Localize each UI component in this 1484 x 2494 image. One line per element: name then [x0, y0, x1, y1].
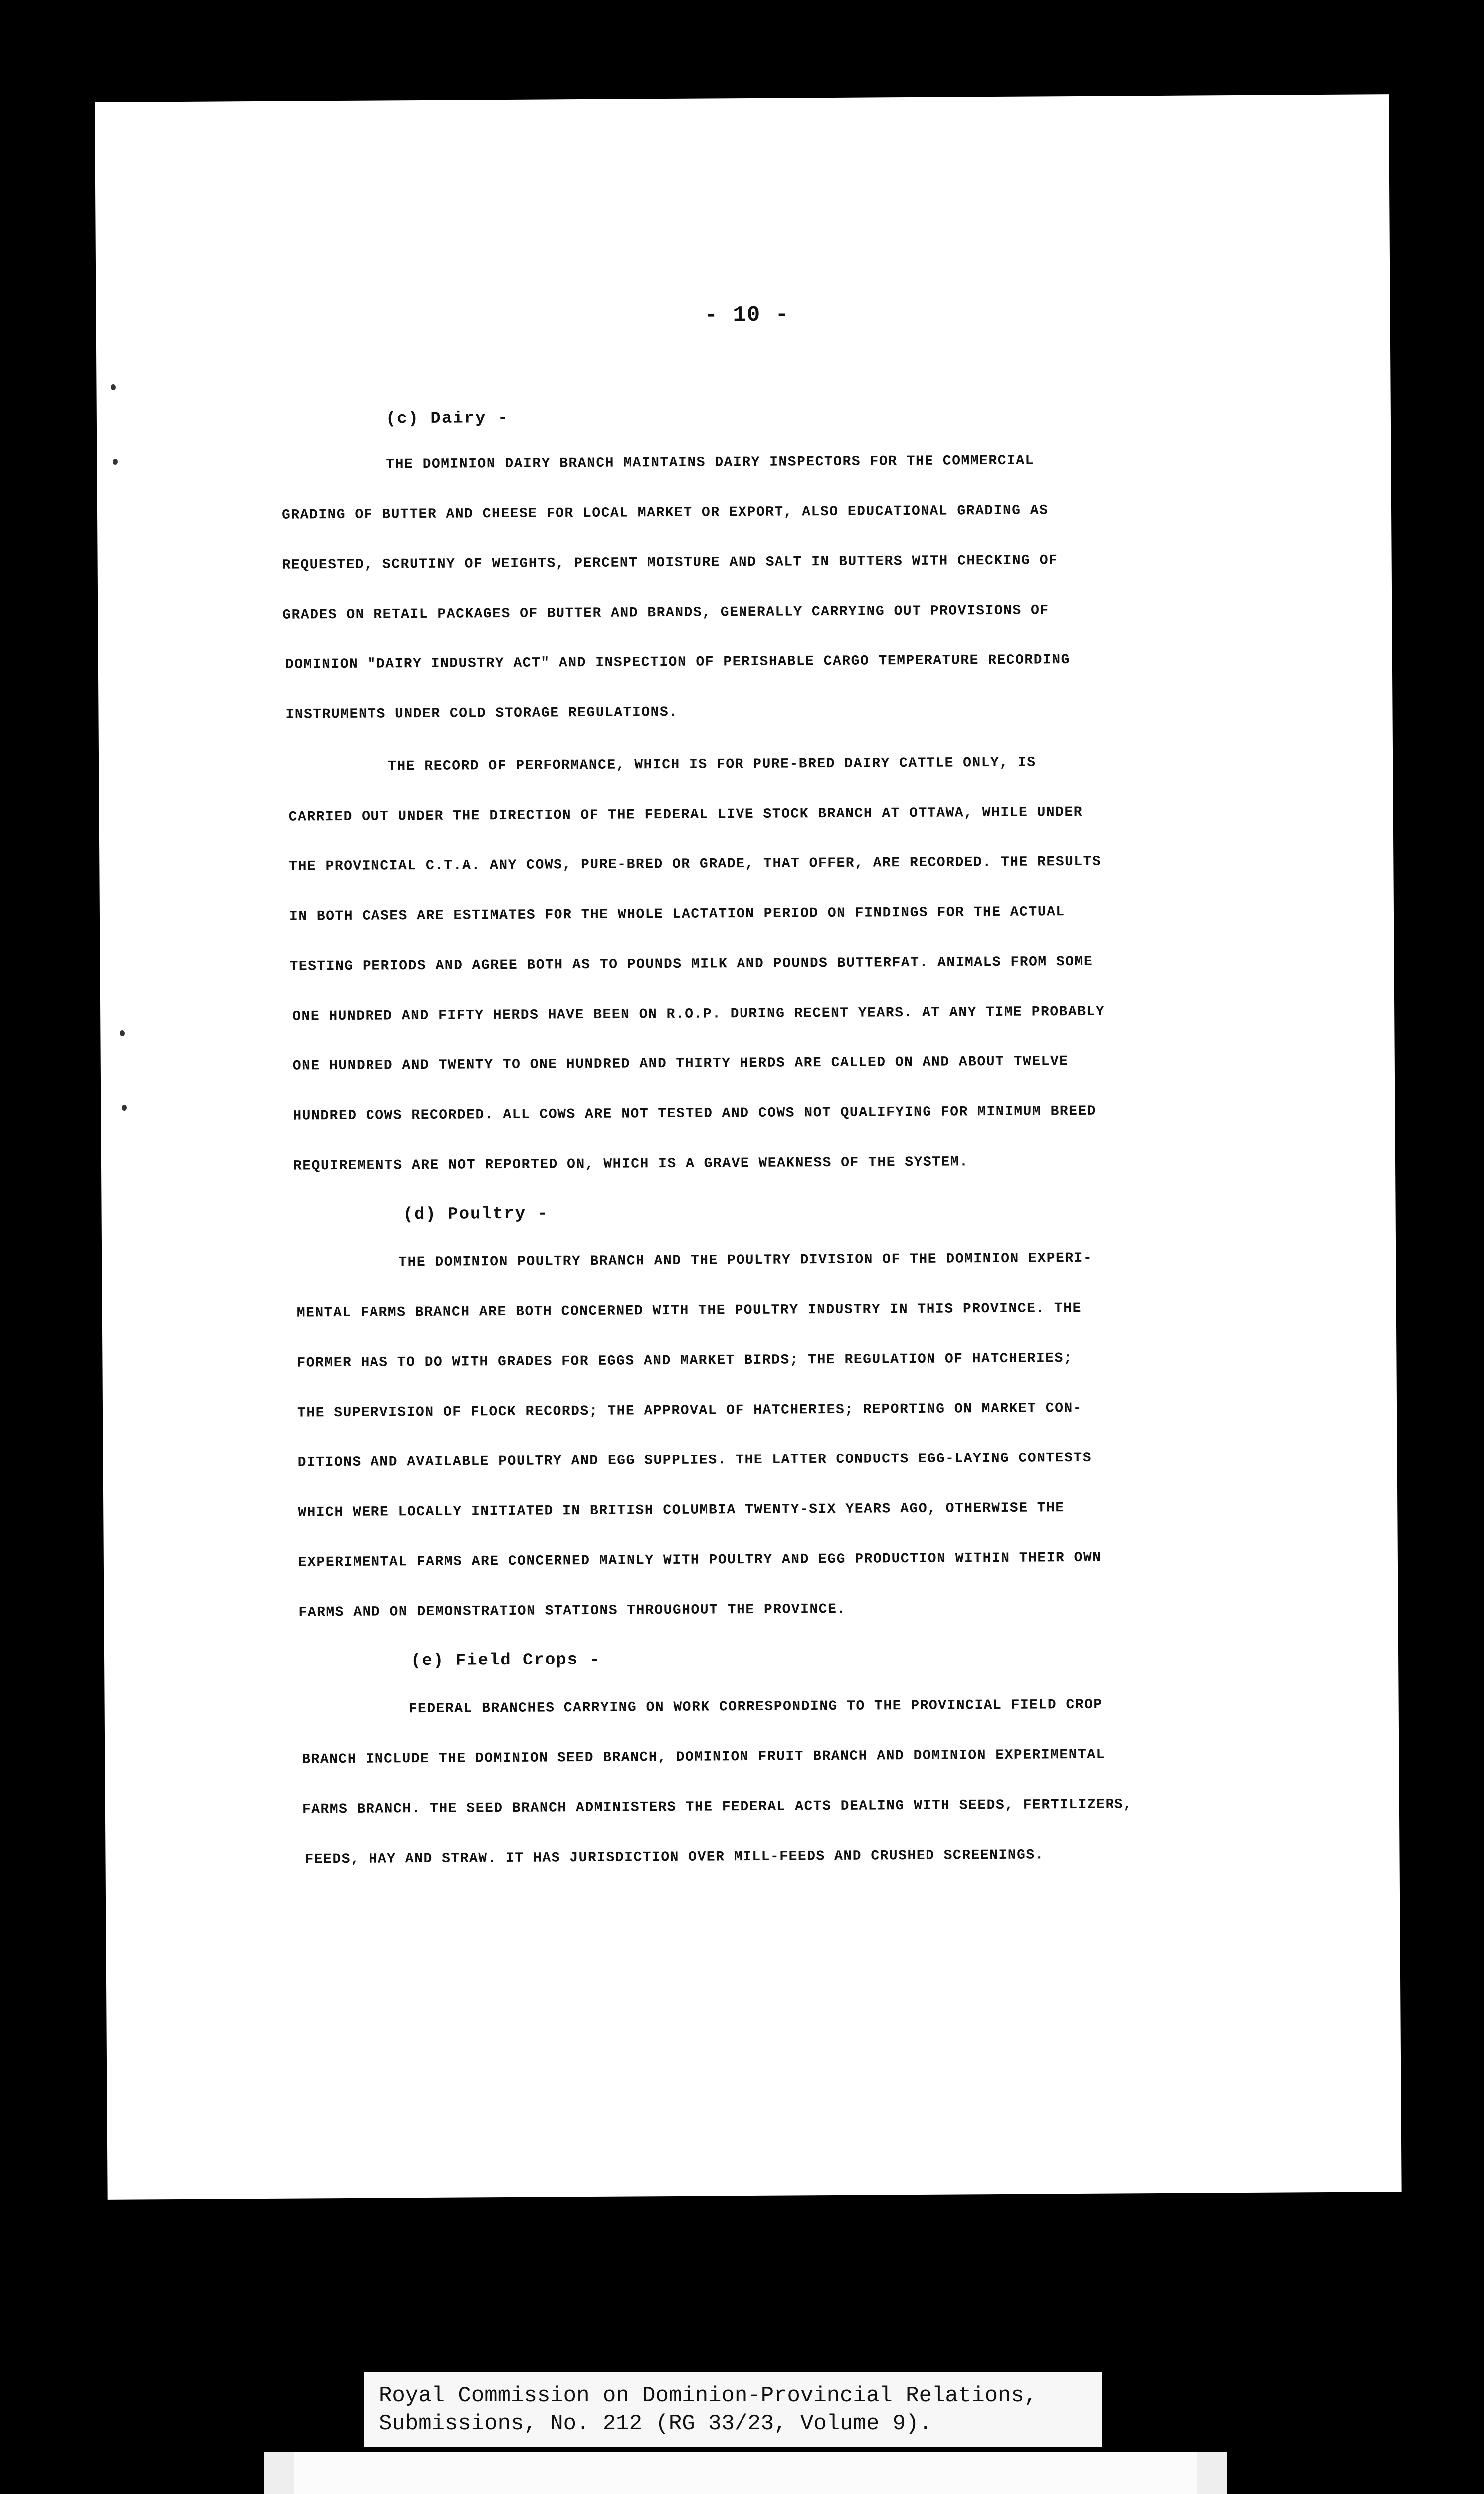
text-line: THE DOMINION POULTRY BRANCH AND THE POULTRY DIVISION OF THE DOMINION EXPERI-: [398, 1250, 1093, 1271]
text-line: TESTING PERIODS AND AGREE BOTH AS TO POUNDS MILK AND POUNDS BUTTERFAT. ANIMALS FROM SOME: [289, 954, 1093, 975]
margin-speck: [113, 459, 118, 465]
archives-label: [264, 2452, 1227, 2494]
text-line: CARRIED OUT UNDER THE DIRECTION OF THE FEDERAL LIVE STOCK BRANCH AT OTTAWA, WHILE UNDER: [288, 804, 1083, 825]
label-edge: [264, 2452, 294, 2494]
margin-speck: [122, 1105, 127, 1111]
section-heading-field-crops: (e) Field Crops -: [410, 1650, 601, 1671]
citation-line: Royal Commission on Dominion-Provincial Relations,: [379, 2383, 1038, 2408]
margin-speck: [111, 384, 116, 390]
text-line: FARMS BRANCH. THE SEED BRANCH ADMINISTERS THE FEDERAL ACTS DEALING WITH SEEDS, FERTILIZERS,: [302, 1797, 1133, 1818]
citation-label: [364, 2372, 1102, 2447]
text-line: REQUESTED, SCRUTINY OF WEIGHTS, PERCENT MOISTURE AND SALT IN BUTTERS WITH CHECKING OF: [282, 553, 1058, 573]
text-line: MENTAL FARMS BRANCH ARE BOTH CONCERNED WITH THE POULTRY INDUSTRY IN THIS PROVINCE. THE: [296, 1300, 1082, 1321]
text-line: ONE HUNDRED AND TWENTY TO ONE HUNDRED AND THIRTY HERDS ARE CALLED ON AND ABOUT TWELVE: [292, 1054, 1069, 1074]
text-line: IN BOTH CASES ARE ESTIMATES FOR THE WHOLE LACTATION PERIOD ON FINDINGS FOR THE ACTUAL: [289, 904, 1065, 925]
text-line: INSTRUMENTS UNDER COLD STORAGE REGULATIONS.: [285, 704, 678, 723]
citation-line: Submissions, No. 212 (RG 33/23, Volume 9).: [379, 2411, 932, 2436]
text-line: THE SUPERVISION OF FLOCK RECORDS; THE APPROVAL OF HATCHERIES; REPORTING ON MARKET CON-: [297, 1400, 1083, 1421]
text-line: THE RECORD OF PERFORMANCE, WHICH IS FOR PURE-BRED DAIRY CATTLE ONLY, IS: [388, 755, 1036, 775]
text-line: FARMS AND ON DEMONSTRATION STATIONS THROUGHOUT THE PROVINCE.: [298, 1601, 846, 1621]
text-line: BRANCH INCLUDE THE DOMINION SEED BRANCH, DOMINION FRUIT BRANCH AND DOMINION EXPERIMENTAL: [302, 1747, 1106, 1768]
text-line: EXPERIMENTAL FARMS ARE CONCERNED MAINLY WITH POULTRY AND EGG PRODUCTION WITHIN THEIR OWN: [298, 1550, 1102, 1571]
text-line: THE PROVINCIAL C.T.A. ANY COWS, PURE-BRED OR GRADE, THAT OFFER, ARE RECORDED. THE RESULTS: [289, 854, 1102, 875]
text-line: REQUIREMENTS ARE NOT REPORTED ON, WHICH IS A GRAVE WEAKNESS OF THE SYSTEM.: [293, 1154, 969, 1174]
text-line: GRADING OF BUTTER AND CHEESE FOR LOCAL MARKET OR EXPORT, ALSO EDUCATIONAL GRADING AS: [281, 503, 1049, 523]
section-heading-dairy: (c) Dairy -: [385, 409, 509, 429]
text-line: DOMINION "DAIRY INDUSTRY ACT" AND INSPECTION OF PERISHABLE CARGO TEMPERATURE RECORDING: [285, 652, 1071, 673]
text-line: GRADES ON RETAIL PACKAGES OF BUTTER AND BRANDS, GENERALLY CARRYING OUT PROVISIONS OF: [282, 603, 1049, 623]
document-page: [95, 94, 1402, 2200]
text-line: FORMER HAS TO DO WITH GRADES FOR EGGS AND MARKET BIRDS; THE REGULATION OF HATCHERIES;: [297, 1351, 1073, 1371]
text-line: WHICH WERE LOCALLY INITIATED IN BRITISH COLUMBIA TWENTY-SIX YEARS AGO, OTHERWISE THE: [298, 1500, 1065, 1521]
section-heading-poultry: (d) Poultry -: [403, 1204, 549, 1225]
text-line: DITIONS AND AVAILABLE POULTRY AND EGG SUPPLIES. THE LATTER CONDUCTS EGG-LAYING CONTESTS: [297, 1450, 1092, 1471]
text-line: ONE HUNDRED AND FIFTY HERDS HAVE BEEN ON R.O.P. DURING RECENT YEARS. AT ANY TIME PROBABLY: [292, 1004, 1105, 1025]
text-line: FEDERAL BRANCHES CARRYING ON WORK CORRESPONDING TO THE PROVINCIAL FIELD CROP: [408, 1697, 1103, 1717]
label-edge: [1197, 2452, 1227, 2494]
text-line: THE DOMINION DAIRY BRANCH MAINTAINS DAIRY INSPECTORS FOR THE COMMERCIAL: [386, 453, 1035, 473]
text-line: HUNDRED COWS RECORDED. ALL COWS ARE NOT TESTED AND COWS NOT QUALIFYING FOR MINIMUM BREED: [293, 1103, 1097, 1124]
text-line: FEEDS, HAY AND STRAW. IT HAS JURISDICTION OVER MILL-FEEDS AND CRUSHED SCREENINGS.: [305, 1847, 1045, 1868]
margin-speck: [120, 1030, 125, 1036]
page-number: - 10 -: [704, 302, 790, 328]
